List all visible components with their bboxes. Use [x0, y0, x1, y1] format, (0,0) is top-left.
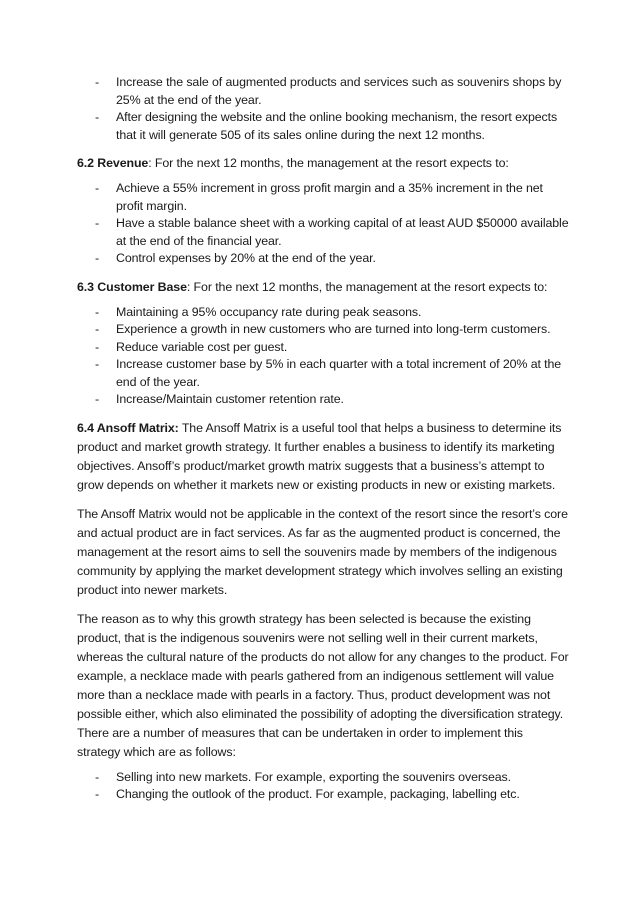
list-dash: - — [95, 251, 100, 265]
list-item — [77, 339, 569, 357]
list-dash: - — [95, 216, 100, 230]
list-item-text: Control expenses by 20% at the end of the year. — [116, 251, 376, 265]
list-dash: - — [95, 357, 100, 371]
list-item-text: Experience a growth in new customers who are turned into long-term customers. — [116, 322, 551, 336]
list-dash: - — [95, 769, 100, 784]
section-heading: 6.4 Ansoff Matrix: — [77, 420, 179, 435]
list-item-text: Increase customer base by 5% in each quarter with a total increment of 20% at the end of the year. — [116, 357, 562, 389]
list-item — [77, 356, 569, 391]
list-item — [77, 769, 569, 787]
section-heading: 6.2 Revenue — [77, 156, 149, 170]
list-item — [77, 215, 569, 250]
list-item-text: Achieve a 55% increment in gross profit margin and a 35% increment in the net profit margin. — [116, 181, 543, 213]
paragraph-applicability: The Ansoff Matrix would not be applicable in the context of the resort since the resort’s core and actual product are in fact services. As far as the augmented product is concerned, the management at the resort aims to sell the souvenirs made by members of the indigenous community by applying the market development strategy which involves selling an existing product into newer markets. — [77, 506, 568, 597]
list-item-text: Have a stable balance sheet with a working capital of at least AUD $50000 available at the end of the financial year. — [116, 216, 569, 248]
list-item — [77, 786, 569, 804]
list-item-text: After designing the website and the online booking mechanism, the resort expects that it will generate 505 of its sales online during the next 12 months. — [116, 110, 558, 142]
paragraph-reason: The reason as to why this growth strategy has been selected is because the existing product, that is the indigenous souvenirs were not selling well in their current markets, whereas the cultural nature of the products do not allow for any changes to the product. For example, a necklace made with pearls gathered from an indigenous settlement will value more than a necklace made with pearls in a factory. Thus, product development was not possible either, which also eliminated the possibility of adopting the diversification strategy. There are a number of measures that can be undertaken in order to implement this strategy which are as follows: — [77, 611, 569, 759]
section-text: : For the next 12 months, the management at the resort expects to: — [148, 156, 509, 170]
list-item-text: Increase the sale of augmented products and services such as souvenirs shops by 25% at the end of the year. — [116, 75, 562, 107]
list-item-text: Increase/Maintain customer retention rate. — [116, 392, 344, 406]
list-item — [77, 250, 569, 268]
list-item — [77, 391, 569, 409]
customer-base-list — [77, 304, 569, 409]
list-dash: - — [95, 787, 100, 801]
list-item-text: Changing the outlook of the product. For example, packaging, labelling etc. — [116, 787, 520, 801]
revenue-list — [77, 180, 569, 268]
list-item — [77, 109, 569, 144]
list-item-text: Reduce variable cost per guest. — [116, 339, 288, 354]
measures-list — [77, 769, 569, 804]
section-customer-base — [77, 278, 569, 297]
section-text: The Ansoff Matrix is a useful tool that helps a business to determine its product and market growth strategy. It further enables a business to identify its marketing objectives. Ansoff’s product/market growth matrix suggests that a business’s attempt to grow depends on whether it markets new or existing products in new or existing markets. — [77, 420, 562, 492]
list-item — [77, 304, 569, 322]
list-dash: - — [95, 181, 100, 195]
intro-list — [77, 74, 569, 144]
section-heading: 6.3 Customer Base — [77, 279, 187, 294]
document-page — [77, 74, 569, 804]
section-revenue — [77, 154, 569, 173]
list-item-text: Selling into new markets. For example, exporting the souvenirs overseas. — [116, 769, 512, 784]
section-ansoff-matrix — [77, 419, 569, 495]
list-item — [77, 321, 569, 339]
list-dash: - — [95, 110, 100, 124]
list-dash: - — [95, 304, 100, 319]
list-dash: - — [95, 75, 100, 89]
list-dash: - — [95, 339, 100, 354]
list-item — [77, 180, 569, 215]
list-dash: - — [95, 392, 100, 406]
section-text: : For the next 12 months, the management at the resort expects to: — [186, 279, 548, 294]
list-item-text: Maintaining a 95% occupancy rate during peak seasons. — [116, 304, 422, 319]
list-dash: - — [95, 322, 100, 336]
list-item — [77, 74, 569, 109]
